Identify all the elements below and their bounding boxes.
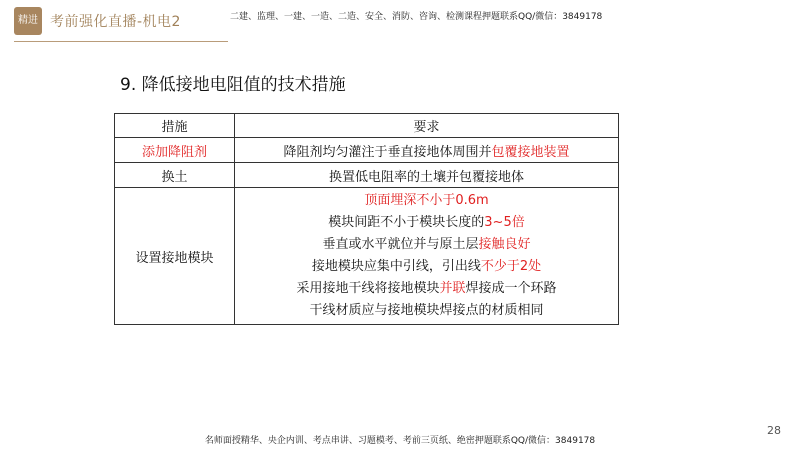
requirement-text: 换置低电阻率的土壤并包覆接地体 xyxy=(328,169,524,185)
requirement-line: 垂直或水平就位并与原土层接触良好 xyxy=(322,237,531,252)
logo: 精进 xyxy=(14,7,42,35)
footer-contact-note: 名师面授精华、央企内训、考点串讲、习题模考、考前三页纸、绝密押题联系QQ/微信：3849178 xyxy=(204,436,596,446)
header-requirement: 要求 xyxy=(235,114,619,138)
requirement-line: 采用接地干线将接地模块并联焊接成一个环路 xyxy=(296,281,557,296)
requirement-line: 模块间距不小于模块长度的3~5倍 xyxy=(328,215,525,230)
page-number: 28 xyxy=(767,424,781,437)
header-measure: 措施 xyxy=(115,114,235,138)
requirement-line: 接地模块应集中引线，引出线不少于2处 xyxy=(311,259,542,274)
requirement-line: 干线材质应与接地模块焊接点的材质相同 xyxy=(309,303,544,318)
course-title: 考前强化直播-机电2 xyxy=(50,14,181,30)
requirement-line: 顶面埋深不小于0.6m xyxy=(364,193,489,208)
measure-cell: 换土 xyxy=(115,163,235,188)
measure-cell: 设置接地模块 xyxy=(115,188,235,325)
table-header-row xyxy=(115,114,619,138)
table-row xyxy=(115,188,619,325)
requirement-highlight: 包覆接地装置 xyxy=(491,144,570,160)
requirement-text: 降阻剂均匀灌注于垂直接地体周围并 xyxy=(283,144,492,160)
header-divider xyxy=(14,41,228,42)
section-title: 9. 降低接地电阻值的技术措施 xyxy=(120,75,346,95)
requirement-cell xyxy=(235,188,619,325)
measure-cell: 添加降阻剂 xyxy=(115,138,235,163)
table-row xyxy=(115,163,619,188)
measures-table xyxy=(114,113,619,325)
requirement-cell xyxy=(235,163,619,188)
top-contact-note: 二建、监理、一建、一造、二造、安全、消防、咨询、检测课程押题联系QQ/微信：3849178 xyxy=(230,12,603,22)
table-row xyxy=(115,138,619,163)
requirement-cell xyxy=(235,138,619,163)
